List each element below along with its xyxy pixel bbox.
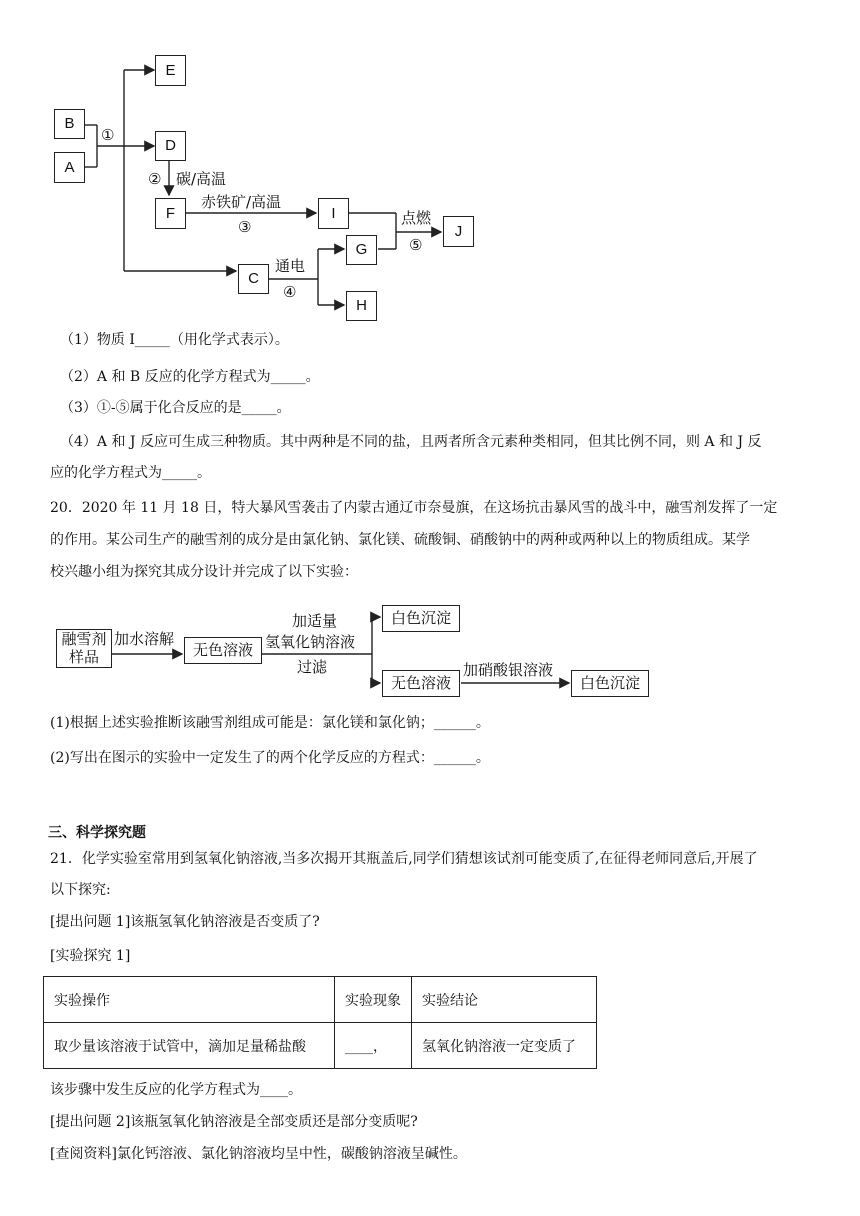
- node-D: D: [155, 131, 186, 161]
- q20-line1: 20．2020 年 11 月 18 日，特大暴风雪袭击了内蒙古通辽市奈曼旗，在这场抗击暴风雪的战斗中，融雪剂发挥了一定: [50, 500, 778, 516]
- flow-start-line1: 融雪剂: [61, 630, 107, 648]
- q20-line2: 的作用。某公司生产的融雪剂的成分是由氯化钠、氯化镁、硫酸铜、硝酸钠中的两种或两种以上的物质组成。某学: [50, 532, 750, 548]
- q20-answer2: (2)写出在图示的实验中一定发生了的两个化学反应的方程式：______。: [50, 750, 490, 766]
- q21-line2: 以下探究:: [50, 882, 111, 898]
- node-B: B: [54, 109, 85, 139]
- q21-question1: [提出问题 1]该瓶氢氧化钠溶液是否变质了?: [50, 914, 320, 930]
- q19-part4-line1: （4）A 和 J 反应可生成三种物质。其中两种是不同的盐，且两者所含元素种类相同，但其比例不同，则 A 和 J 反: [60, 434, 762, 450]
- table-header: 实验操作: [44, 977, 335, 1023]
- q19-part4-line2: 应的化学方程式为_____。: [50, 465, 211, 481]
- label-r3-condition: 赤铁矿/高温: [201, 193, 282, 211]
- flow-filtrate-box: 无色溶液: [382, 670, 460, 697]
- q21-reference: [查阅资料]氯化钙溶液、氯化钠溶液均呈中性，碳酸钠溶液呈碱性。: [50, 1146, 467, 1162]
- flow-step2-mid: 氢氧化钠溶液: [265, 633, 356, 651]
- q21-after-table: 该步骤中发生反应的化学方程式为____。: [50, 1082, 302, 1098]
- table-header: 实验结论: [412, 977, 597, 1023]
- node-A: A: [54, 152, 85, 183]
- node-C: C: [238, 264, 269, 294]
- node-F: F: [155, 198, 186, 229]
- node-I: I: [318, 198, 349, 229]
- experiment-table: [43, 976, 597, 1069]
- flow-step2-top: 加适量: [292, 612, 338, 630]
- table-row: [44, 1023, 597, 1069]
- q21-question2: [提出问题 2]该瓶氢氧化钠溶液是全部变质还是部分变质呢?: [50, 1114, 418, 1130]
- label-r2: ②: [148, 170, 162, 188]
- label-r2-condition: 碳/高温: [176, 170, 227, 188]
- node-E: E: [155, 55, 186, 86]
- label-r3: ③: [238, 218, 252, 236]
- table-cell: 取少量该溶液于试管中，滴加足量稀盐酸: [44, 1023, 335, 1069]
- flow-solution-box: 无色溶液: [184, 637, 262, 664]
- q19-part3: （3）①-⑤属于化合反应的是_____。: [60, 400, 291, 416]
- flow-start-line2: 样品: [68, 648, 99, 666]
- label-r5-condition: 点燃: [401, 209, 432, 227]
- node-J: J: [443, 216, 474, 247]
- table-cell: 氢氧化钠溶液一定变质了: [412, 1023, 597, 1069]
- table-cell: ____，: [335, 1023, 412, 1069]
- q19-part2: （2）A 和 B 反应的化学方程式为_____。: [60, 369, 320, 385]
- node-G: G: [346, 235, 377, 265]
- flow-precip2-box: 白色沉淀: [571, 670, 649, 697]
- flow-start-box: [56, 629, 112, 668]
- label-r4: ④: [283, 283, 297, 301]
- label-r1: ①: [101, 126, 115, 144]
- flow-step3-label: 加硝酸银溶液: [463, 661, 554, 679]
- node-H: H: [346, 291, 377, 321]
- q21-explore1: [实验探究 1]: [50, 948, 131, 964]
- flow-precip1-box: 白色沉淀: [382, 605, 460, 632]
- label-r5: ⑤: [409, 236, 423, 254]
- flow-step1-label: 加水溶解: [114, 630, 175, 648]
- q21-line1: 21．化学实验室常用到氢氧化钠溶液,当多次揭开其瓶盖后,同学们猜想该试剂可能变质了,在征得老师同意后,开展了: [50, 851, 758, 867]
- q19-part1: （1）物质 I_____（用化学式表示）。: [60, 332, 289, 348]
- label-r4-condition: 通电: [275, 257, 306, 275]
- section-title: 三、科学探究题: [48, 825, 146, 841]
- table-header: 实验现象: [335, 977, 412, 1023]
- q20-line3: 校兴趣小组为探究其成分设计并完成了以下实验：: [50, 564, 358, 580]
- table-header-row: [44, 977, 597, 1023]
- flow-step2-bot: 过滤: [297, 658, 328, 676]
- q20-answer1: (1)根据上述实验推断该融雪剂组成可能是：氯化镁和氯化钠；______。: [50, 715, 490, 731]
